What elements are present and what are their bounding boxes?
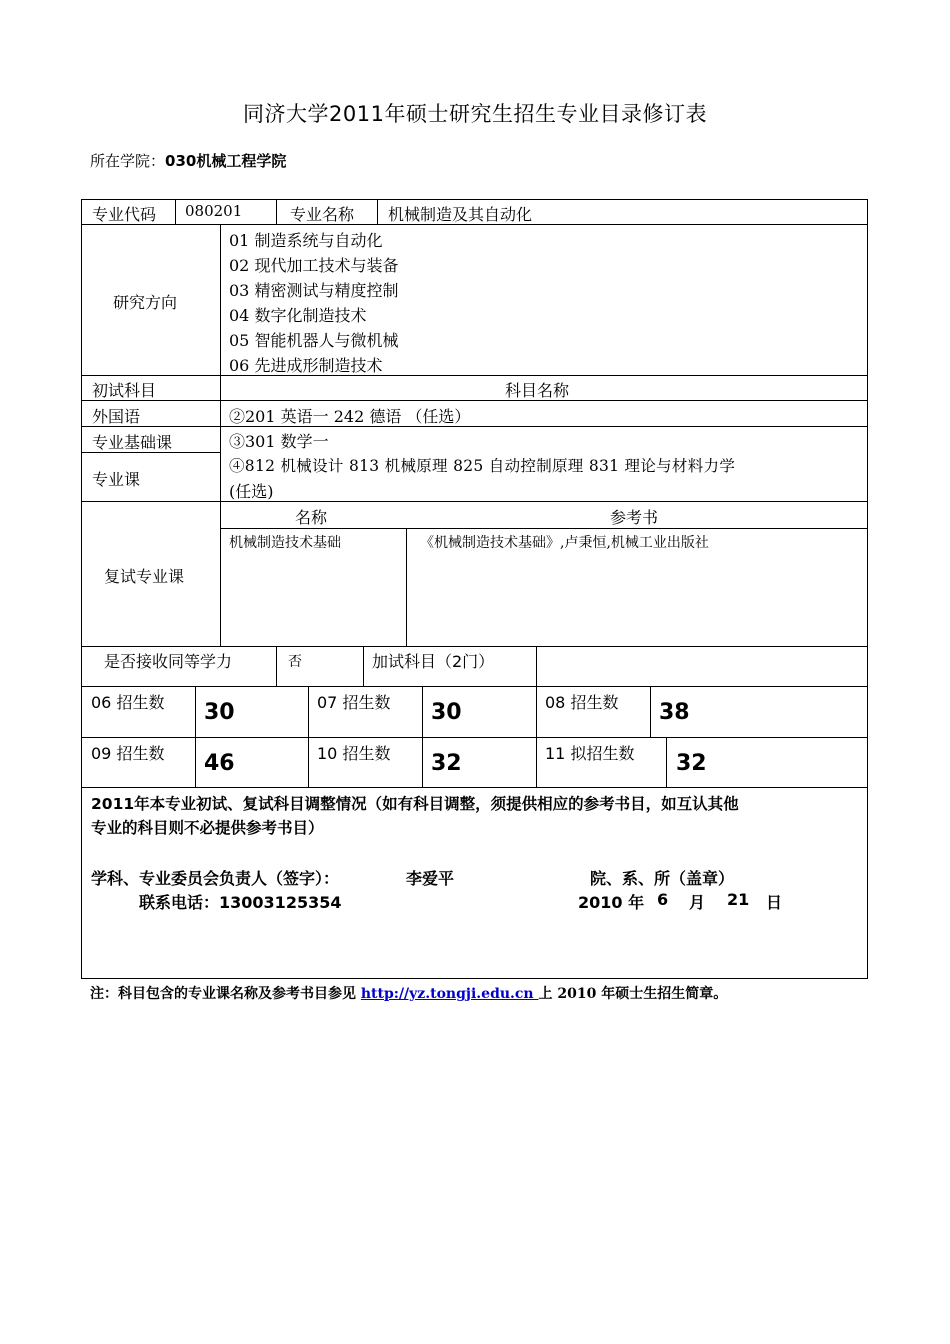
enroll-value: 46 — [204, 751, 235, 776]
name-label: 专业名称 — [290, 205, 355, 224]
research-item: 03 精密测试与精度控制 — [229, 281, 399, 300]
adjustment-text: 2011年本专业初试、复试科目调整情况（如有科目调整，须提供相应的参考书目，如互认其他 — [91, 795, 739, 813]
research-item: 04 数字化制造技术 — [229, 306, 367, 325]
page-title: 同济大学2011年硕士研究生招生专业目录修订表 — [243, 102, 707, 126]
major-course-value-cont: (任选) — [229, 482, 274, 501]
phone-label: 联系电话： — [139, 893, 220, 912]
footnote — [90, 983, 727, 1003]
date-day: 21 — [727, 890, 750, 909]
enroll-label: 11 拟招生数 — [545, 744, 635, 763]
date-day-unit: 日 — [766, 893, 783, 912]
enroll-value: 38 — [659, 700, 690, 725]
foreign-label: 外国语 — [92, 407, 141, 426]
research-item: 05 智能机器人与微机械 — [229, 331, 399, 350]
stamp-label: 院、系、所（盖章） — [590, 869, 735, 888]
extra-subject-label: 加试科目（2门） — [372, 652, 495, 671]
adjustment-text-cont: 专业的科目则不必提供参考书目） — [91, 819, 324, 837]
date-month: 6 — [657, 890, 669, 909]
footnote-suffix: 上 2010 年硕士生招生简章。 — [538, 986, 728, 1002]
college-label: 所在学院： — [90, 152, 166, 170]
enroll-label: 07 招生数 — [317, 693, 391, 712]
research-item: 01 制造系统与自动化 — [229, 231, 383, 250]
foreign-value: ②201 英语一 242 德语 （任选） — [229, 407, 471, 426]
retest-label: 复试专业课 — [104, 567, 185, 586]
college-value: 030机械工程学院 — [165, 152, 287, 170]
enroll-value: 30 — [204, 700, 235, 725]
equivalent-label: 是否接收同等学力 — [104, 652, 233, 671]
major-course-label: 专业课 — [92, 470, 141, 489]
basic-course-value: ③301 数学一 — [229, 432, 329, 451]
phone-number: 13003125354 — [219, 893, 342, 912]
research-item: 02 现代加工技术与装备 — [229, 256, 399, 275]
retest-name-header: 名称 — [295, 508, 328, 527]
enroll-label: 09 招生数 — [91, 744, 165, 763]
first-exam-label: 初试科目 — [92, 381, 157, 400]
equivalent-value: 否 — [288, 654, 302, 670]
major-course-value: ④812 机械设计 813 机械原理 825 自动控制原理 831 理论与材料力学 — [229, 457, 736, 475]
retest-book-header: 参考书 — [610, 508, 659, 527]
enroll-value: 32 — [431, 751, 462, 776]
basic-course-label: 专业基础课 — [92, 433, 173, 452]
college-line — [90, 150, 286, 171]
enroll-value: 32 — [676, 751, 707, 776]
responsible-person-label: 学科、专业委员会负责人（签字）： — [91, 869, 340, 888]
retest-book: 《机械制造技术基础》,卢秉恒,机械工业出版社 — [420, 535, 709, 551]
research-label: 研究方向 — [113, 293, 178, 312]
enroll-label: 10 招生数 — [317, 744, 391, 763]
phone-line — [139, 890, 341, 913]
research-item: 06 先进成形制造技术 — [229, 356, 383, 375]
enroll-label: 06 招生数 — [91, 693, 165, 712]
code-value: 080201 — [185, 202, 243, 220]
enroll-value: 30 — [431, 700, 462, 725]
footnote-prefix: 注：科目包含的专业课名称及参考书目参见 — [90, 986, 361, 1002]
responsible-person-name: 李爱平 — [406, 869, 455, 888]
admissions-link[interactable]: http://yz.tongji.edu.cn — [360, 986, 539, 1002]
subject-name-header: 科目名称 — [505, 381, 570, 400]
name-value: 机械制造及其自动化 — [388, 205, 533, 224]
retest-course: 机械制造技术基础 — [229, 535, 341, 551]
form-table — [81, 199, 868, 979]
code-label: 专业代码 — [92, 205, 157, 224]
date-month-unit: 月 — [689, 893, 706, 912]
date-year: 2010 年 — [578, 893, 645, 912]
enroll-label: 08 招生数 — [545, 693, 619, 712]
